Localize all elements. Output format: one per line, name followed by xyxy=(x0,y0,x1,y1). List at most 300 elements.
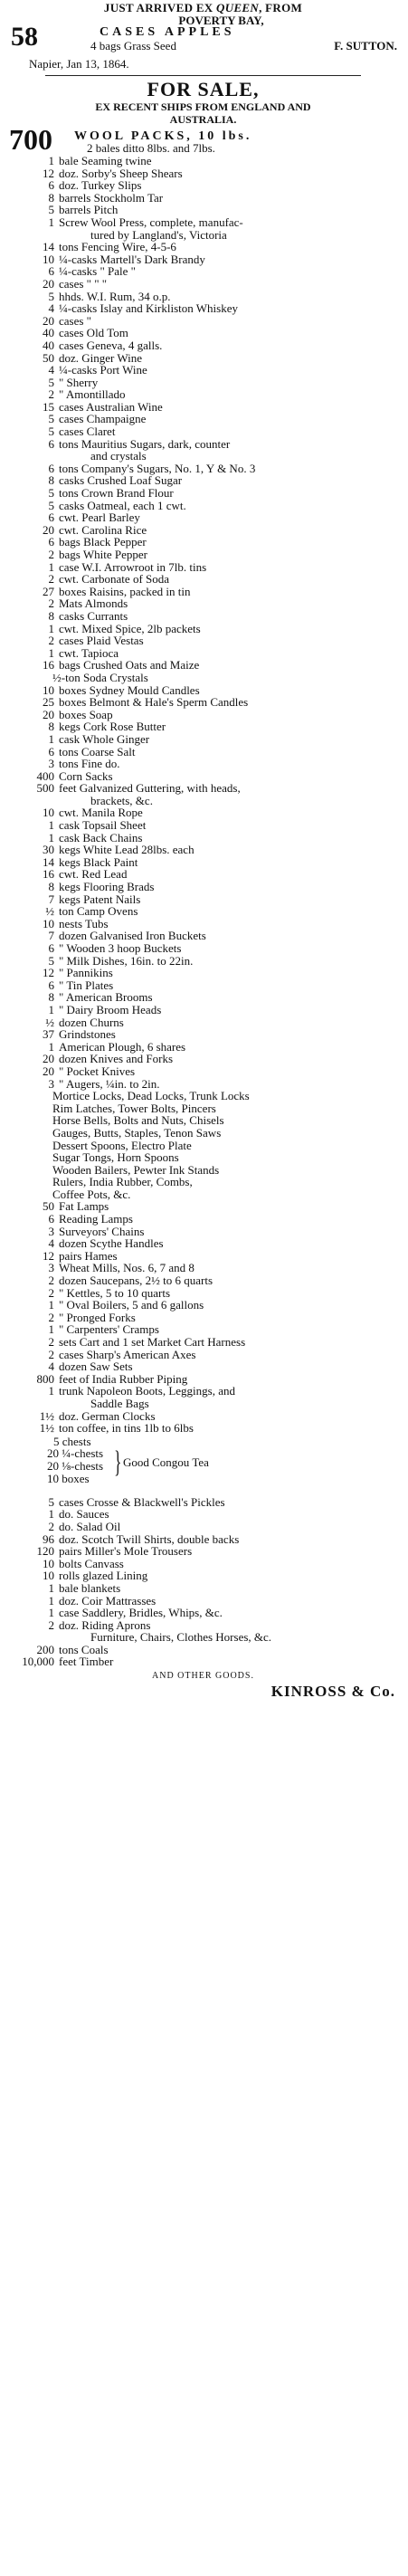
item-description: " Carpenters' Cramps xyxy=(59,1322,159,1337)
list-item xyxy=(9,930,397,942)
item-description: dozen Galvanised Iron Buckets xyxy=(59,929,206,943)
item-description: bags Black Pepper xyxy=(59,535,147,549)
list-item xyxy=(9,1410,397,1423)
list-item xyxy=(9,1065,397,1078)
list-item xyxy=(9,1323,397,1336)
item-description: dozen Knives and Forks xyxy=(59,1052,174,1066)
congou-label: Good Congou Tea xyxy=(123,1455,209,1469)
list-item xyxy=(9,1188,397,1201)
item-description: " Tin Plates xyxy=(59,978,114,992)
list-item xyxy=(9,561,397,574)
item-description: case Saddlery, Bridles, Whips, &c. xyxy=(59,1606,223,1620)
item-description: barrels Stockholm Tar xyxy=(59,190,164,205)
list-item xyxy=(9,832,397,844)
item-quantity: 800 xyxy=(36,1371,54,1386)
item-quantity: 2 xyxy=(48,1347,54,1361)
item-description: barrels Pitch xyxy=(59,203,119,217)
list-item xyxy=(9,597,397,610)
item-description: cwt. Tapioca xyxy=(59,645,119,660)
list-item xyxy=(9,709,397,721)
goods-list-continued xyxy=(9,1496,397,1668)
list-item xyxy=(9,991,397,1004)
list-item xyxy=(9,1213,397,1226)
item-description: bags White Pepper xyxy=(59,548,147,561)
item-quantity: 27 xyxy=(43,584,54,598)
list-item xyxy=(9,1041,397,1054)
list-item xyxy=(9,1508,397,1521)
list-item xyxy=(9,1595,397,1608)
list-item xyxy=(9,1582,397,1595)
item-quantity: 5 xyxy=(48,425,54,439)
item-quantity: 10,000 xyxy=(22,1655,54,1669)
item-quantity: 6 xyxy=(48,461,54,475)
list-item xyxy=(9,1287,397,1300)
item-quantity: 10 xyxy=(43,682,54,697)
list-item xyxy=(9,573,397,586)
list-item xyxy=(9,1655,397,1668)
item-quantity: 1 xyxy=(48,1002,54,1016)
list-item xyxy=(9,1545,397,1558)
item-description: bags Crushed Oats and Maize xyxy=(59,658,200,673)
list-item xyxy=(9,1176,397,1188)
list-item xyxy=(9,241,397,253)
item-description: Surveyors' Chains xyxy=(59,1224,145,1238)
list-item xyxy=(9,623,397,635)
item-quantity: 1 xyxy=(48,1580,54,1595)
item-description: cwt. Red Lead xyxy=(59,867,128,882)
list-item xyxy=(9,1631,397,1644)
list-item xyxy=(9,1349,397,1361)
item-description: feet Galvanized Guttering, with heads, xyxy=(59,781,241,796)
item-quantity: 5 xyxy=(48,289,54,303)
item-description: tons Fine do. xyxy=(59,757,120,771)
list-item xyxy=(9,1336,397,1349)
item-description: cases Claret xyxy=(59,425,116,439)
item-description: pairs Hames xyxy=(59,1248,118,1263)
item-description: casks Crushed Loaf Sugar xyxy=(59,473,183,488)
item-description: casks Oatmeal, each 1 cwt. xyxy=(59,498,186,512)
list-item xyxy=(9,1558,397,1570)
list-item xyxy=(9,1644,397,1656)
list-item xyxy=(9,967,397,979)
item-description: kegs Cork Rose Butter xyxy=(59,720,166,734)
item-quantity: 1 xyxy=(48,1384,54,1398)
item-description: cwt. Pearl Barley xyxy=(59,510,140,525)
list-item xyxy=(9,229,397,242)
list-item xyxy=(9,487,397,500)
item-description: Sugar Tongs, Horn Spoons xyxy=(52,1150,179,1165)
place-date: Napier, Jan 13, 1864. xyxy=(29,57,129,71)
grass-seed: 4 bags Grass Seed xyxy=(90,39,176,52)
item-quantity: 5 xyxy=(48,498,54,512)
list-item xyxy=(9,1569,397,1582)
item-quantity: 16 xyxy=(43,658,54,673)
item-description: " Sherry xyxy=(59,375,99,389)
list-item xyxy=(9,696,397,709)
list-item xyxy=(9,1533,397,1546)
goods-list xyxy=(9,155,397,1435)
item-quantity: 14 xyxy=(43,854,54,869)
item-description: case W.I. Arrowroot in 7lb. tins xyxy=(59,559,207,574)
item-quantity: 6 xyxy=(48,941,54,955)
list-item xyxy=(9,979,397,992)
list-item xyxy=(9,500,397,512)
list-item xyxy=(9,265,397,278)
item-quantity: 4 xyxy=(48,363,54,377)
item-quantity: 1 xyxy=(48,1507,54,1522)
item-quantity: 12 xyxy=(43,166,54,180)
item-quantity: 20 xyxy=(43,1064,54,1078)
item-description: brackets, &c. xyxy=(90,793,153,807)
list-item xyxy=(9,647,397,660)
item-description: cases Champaigne xyxy=(59,412,147,426)
list-item xyxy=(9,1164,397,1177)
list-item xyxy=(9,315,397,328)
item-quantity: 5 xyxy=(48,203,54,217)
item-description: Horse Bells, Bolts and Nuts, Chisels xyxy=(52,1113,224,1128)
item-quantity: 5 xyxy=(48,375,54,389)
item-quantity: 2 xyxy=(48,1310,54,1324)
list-item xyxy=(9,1078,397,1091)
item-description: American Plough, 6 shares xyxy=(59,1039,186,1054)
item-description: Saddle Bags xyxy=(90,1396,149,1410)
list-item xyxy=(9,1028,397,1041)
item-description: tons Coarse Salt xyxy=(59,744,136,758)
item-description: feet of India Rubber Piping xyxy=(59,1371,188,1386)
list-item xyxy=(9,1016,397,1029)
for-sale-subtitle-2: AUSTRALIA. xyxy=(169,113,237,126)
list-item xyxy=(9,1226,397,1238)
item-description: Mats Almonds xyxy=(59,596,128,611)
item-description: cases " " " xyxy=(59,276,108,291)
item-quantity: 6 xyxy=(48,1212,54,1226)
item-description: doz. Sorby's Sheep Shears xyxy=(59,166,183,180)
item-quantity: 20 xyxy=(43,1052,54,1066)
list-item xyxy=(9,291,397,303)
item-quantity: 1 xyxy=(48,154,54,167)
list-item xyxy=(9,893,397,906)
list-item xyxy=(9,942,397,955)
item-quantity: 7 xyxy=(48,892,54,906)
item-description: nests Tubs xyxy=(59,916,109,930)
list-item xyxy=(9,463,397,475)
item-quantity: 2 xyxy=(48,1285,54,1300)
item-description: cases Old Tom xyxy=(59,326,128,340)
cases-apples: CASES APPLES xyxy=(100,25,235,39)
list-item xyxy=(9,339,397,352)
item-quantity: 10 xyxy=(43,1556,54,1570)
merchant-signature: KINROSS & Co. xyxy=(270,1683,395,1701)
item-description: kegs Black Paint xyxy=(59,854,138,869)
item-description: " Wooden 3 hoop Buckets xyxy=(59,941,182,955)
item-quantity: 6 xyxy=(48,436,54,451)
item-description: Corn Sacks xyxy=(59,768,113,783)
item-quantity: 1 xyxy=(48,1322,54,1337)
item-description: bale blankets xyxy=(59,1580,121,1595)
list-item xyxy=(9,905,397,918)
item-quantity: 6 xyxy=(48,510,54,525)
list-item xyxy=(9,1004,397,1016)
item-quantity: 1½ xyxy=(39,1408,54,1423)
item-quantity: 50 xyxy=(43,350,54,365)
item-description: cases Plaid Vestas xyxy=(59,634,144,648)
item-description: " Milk Dishes, 16in. to 22in. xyxy=(59,953,194,968)
list-item xyxy=(9,955,397,968)
list-item xyxy=(9,782,397,795)
item-description: tons Company's Sugars, No. 1, Y & No. 3 xyxy=(59,461,256,475)
list-item xyxy=(9,179,397,192)
item-description: ¼-casks " Pale " xyxy=(59,264,136,279)
item-description: doz. Ginger Wine xyxy=(59,350,143,365)
item-quantity: 8 xyxy=(48,880,54,894)
item-description: ½-ton Soda Crystals xyxy=(52,670,148,684)
item-quantity: 1 xyxy=(48,621,54,635)
item-quantity: ½ xyxy=(45,904,54,919)
item-quantity: 12 xyxy=(43,1248,54,1263)
item-description: " Amontillado xyxy=(59,387,126,402)
list-item xyxy=(9,1398,397,1410)
list-item xyxy=(9,155,397,167)
item-description: Grindstones xyxy=(59,1027,116,1042)
item-description: " Pronged Forks xyxy=(59,1310,136,1324)
item-quantity: 2 xyxy=(48,596,54,611)
arrival-text-end: , FROM xyxy=(259,1,303,14)
item-description: Coffee Pots, &c. xyxy=(52,1187,131,1201)
item-quantity: 10 xyxy=(43,252,54,266)
item-description: hhds. W.I. Rum, 34 o.p. xyxy=(59,289,171,303)
item-quantity: 7 xyxy=(48,929,54,943)
list-item xyxy=(9,856,397,869)
item-description: feet Timber xyxy=(59,1655,114,1669)
list-item xyxy=(9,401,397,414)
item-quantity: 6 xyxy=(48,178,54,193)
item-quantity: 6 xyxy=(48,535,54,549)
item-description: dozen Churns xyxy=(59,1015,124,1029)
item-description: cask Topsail Sheet xyxy=(59,818,147,833)
wool-packs-sub: 2 bales ditto 8lbs. and 7lbs. xyxy=(87,141,215,155)
arrival-origin: POVERTY BAY, xyxy=(178,14,264,27)
list-item xyxy=(9,770,397,783)
item-quantity: 3 xyxy=(48,1076,54,1091)
congou-line: 20 ⅛-chests xyxy=(47,1458,104,1473)
item-description: cwt. Carolina Rice xyxy=(59,522,147,537)
item-quantity: 96 xyxy=(43,1531,54,1546)
item-description: ¼-casks Martell's Dark Brandy xyxy=(59,252,205,266)
item-quantity: 30 xyxy=(43,843,54,857)
list-item xyxy=(9,586,397,598)
list-item xyxy=(9,204,397,216)
for-sale-title: FOR SALE, xyxy=(147,78,260,100)
list-item xyxy=(9,216,397,229)
item-quantity: 8 xyxy=(48,720,54,734)
lot-number: 58 xyxy=(11,22,38,52)
list-item xyxy=(9,192,397,205)
item-description: kegs Flooring Brads xyxy=(59,880,155,894)
item-description: Furniture, Chairs, Clothes Horses, &c. xyxy=(90,1630,272,1645)
item-description: tons Fencing Wire, 4-5-6 xyxy=(59,240,176,254)
item-description: boxes Soap xyxy=(59,707,113,721)
item-quantity: 1½ xyxy=(39,1421,54,1436)
item-description: dozen Saw Sets xyxy=(59,1360,133,1374)
item-description: ¼-casks Port Wine xyxy=(59,363,147,377)
list-item xyxy=(9,364,397,377)
item-description: ton Camp Ovens xyxy=(59,904,138,919)
congou-line: 10 boxes xyxy=(47,1471,90,1485)
item-quantity: 5 xyxy=(48,412,54,426)
item-description: bale Seaming twine xyxy=(59,154,152,167)
item-quantity: 1 xyxy=(48,1593,54,1608)
list-item xyxy=(9,278,397,291)
list-item xyxy=(9,806,397,819)
list-item xyxy=(9,511,397,524)
list-item xyxy=(9,536,397,549)
list-item xyxy=(9,1090,397,1102)
item-description: " Dairy Broom Heads xyxy=(59,1002,162,1016)
list-item xyxy=(9,1373,397,1386)
item-quantity: 5 xyxy=(48,1494,54,1509)
for-sale-subtitle-1: EX RECENT SHIPS FROM ENGLAND AND xyxy=(95,100,311,113)
item-description: cwt. Carbonate of Soda xyxy=(59,572,170,587)
congou-tea-block xyxy=(9,1435,397,1496)
list-item xyxy=(9,413,397,425)
item-quantity: 10 xyxy=(43,916,54,930)
item-quantity: 14 xyxy=(43,240,54,254)
item-quantity: 20 xyxy=(43,522,54,537)
list-item xyxy=(9,1312,397,1324)
item-quantity: 10 xyxy=(43,806,54,820)
ship-name: QUEEN xyxy=(216,1,260,14)
item-quantity: 16 xyxy=(43,867,54,882)
item-quantity: 4 xyxy=(48,1236,54,1251)
item-quantity: 2 xyxy=(48,1519,54,1533)
item-quantity: 40 xyxy=(43,338,54,352)
item-description: trunk Napoleon Boots, Leggings, and xyxy=(59,1384,235,1398)
item-quantity: 1 xyxy=(48,1298,54,1312)
item-description: Mortice Locks, Dead Locks, Trunk Locks xyxy=(52,1089,250,1103)
list-item xyxy=(9,868,397,881)
list-item xyxy=(9,720,397,733)
item-description: Fat Lamps xyxy=(59,1199,109,1214)
item-description: " Pannikins xyxy=(59,966,113,980)
item-quantity: 6 xyxy=(48,744,54,758)
item-description: " Pocket Knives xyxy=(59,1064,136,1078)
arrival-headline xyxy=(9,0,397,14)
apples-lot xyxy=(9,22,397,53)
item-description: doz. Riding Aprons xyxy=(59,1617,151,1632)
item-quantity: 12 xyxy=(43,966,54,980)
item-description: rolls glazed Lining xyxy=(59,1569,148,1583)
item-description: cases " xyxy=(59,313,91,328)
item-description: Dessert Spoons, Electro Plate xyxy=(52,1138,192,1152)
item-quantity: 3 xyxy=(48,1224,54,1238)
item-quantity: 120 xyxy=(36,1544,54,1559)
item-description: dozen Saucepans, 2½ to 6 quarts xyxy=(59,1274,213,1288)
list-item xyxy=(9,1127,397,1140)
item-description: cases Crosse & Blackwell's Pickles xyxy=(59,1494,225,1509)
item-quantity: 400 xyxy=(36,768,54,783)
list-item xyxy=(9,1200,397,1213)
item-description: " Kettles, 5 to 10 quarts xyxy=(59,1285,171,1300)
item-quantity: 8 xyxy=(48,608,54,623)
list-item xyxy=(9,634,397,647)
list-item xyxy=(9,918,397,930)
item-quantity: 8 xyxy=(48,473,54,488)
list-item xyxy=(9,167,397,180)
list-item xyxy=(9,1151,397,1164)
item-description: cwt. Mixed Spice, 2lb packets xyxy=(59,621,201,635)
other-goods: AND OTHER GOODS. xyxy=(152,1671,254,1682)
item-quantity: 2 xyxy=(48,1617,54,1632)
item-quantity: 20 xyxy=(43,707,54,721)
list-item xyxy=(9,1385,397,1398)
congou-line: 5 chests xyxy=(53,1434,91,1448)
item-quantity: 1 xyxy=(48,559,54,574)
list-item xyxy=(9,746,397,758)
item-description: boxes Sydney Mould Candles xyxy=(59,682,200,697)
item-description: boxes Belmont & Hale's Sperm Candles xyxy=(59,695,249,710)
item-quantity: 2 xyxy=(48,548,54,561)
item-description: casks Currants xyxy=(59,608,128,623)
item-quantity: ½ xyxy=(45,1015,54,1029)
list-item xyxy=(9,844,397,856)
item-quantity: 6 xyxy=(48,264,54,279)
list-item xyxy=(9,1250,397,1263)
item-quantity: 50 xyxy=(43,1199,54,1214)
item-quantity: 1 xyxy=(48,818,54,833)
wool-packs-lot xyxy=(9,123,397,156)
arrival-text: JUST ARRIVED EX xyxy=(103,1,217,14)
divider xyxy=(45,75,361,76)
item-quantity: 3 xyxy=(48,757,54,771)
list-item xyxy=(9,1299,397,1312)
item-quantity: 1 xyxy=(48,830,54,844)
item-description: sets Cart and 1 set Market Cart Harness xyxy=(59,1335,246,1349)
list-item xyxy=(9,474,397,487)
item-quantity: 8 xyxy=(48,990,54,1005)
list-item xyxy=(9,1262,397,1274)
wool-packs: WOOL PACKS, 10 lbs. xyxy=(74,129,252,143)
item-description: Gauges, Butts, Staples, Tenon Saws xyxy=(52,1125,222,1140)
item-description: doz. Coir Mattrasses xyxy=(59,1593,157,1608)
congou-line: 20 ¼-chests xyxy=(47,1446,104,1461)
item-description: cases Australian Wine xyxy=(59,399,163,414)
item-description: Wheat Mills, Nos. 6, 7 and 8 xyxy=(59,1261,195,1275)
item-description: cases Sharp's American Axes xyxy=(59,1347,196,1361)
item-description: dozen Scythe Handles xyxy=(59,1236,164,1251)
list-item xyxy=(9,327,397,339)
item-quantity: 2 xyxy=(48,387,54,402)
item-quantity: 10 xyxy=(43,1569,54,1583)
list-item xyxy=(9,377,397,389)
brace: } xyxy=(114,1445,122,1479)
item-quantity: 5 xyxy=(48,953,54,968)
item-description: kegs White Lead 28lbs. each xyxy=(59,843,195,857)
item-quantity: 6 xyxy=(48,978,54,992)
list-item xyxy=(9,1237,397,1250)
list-item xyxy=(9,1102,397,1115)
item-description: ¼-casks Islay and Kirkliston Whiskey xyxy=(59,301,238,316)
item-description: tons Mauritius Sugars, dark, counter xyxy=(59,436,231,451)
seller-signature: F. SUTTON. xyxy=(334,39,397,52)
item-quantity: 1 xyxy=(48,1606,54,1620)
list-item xyxy=(9,1140,397,1152)
item-quantity: 500 xyxy=(36,781,54,796)
item-description: Screw Wool Press, complete, manufac- xyxy=(59,215,243,229)
item-quantity: 4 xyxy=(48,1360,54,1374)
list-item xyxy=(9,733,397,746)
lead-number: 700 xyxy=(9,123,52,156)
list-item xyxy=(9,1521,397,1533)
